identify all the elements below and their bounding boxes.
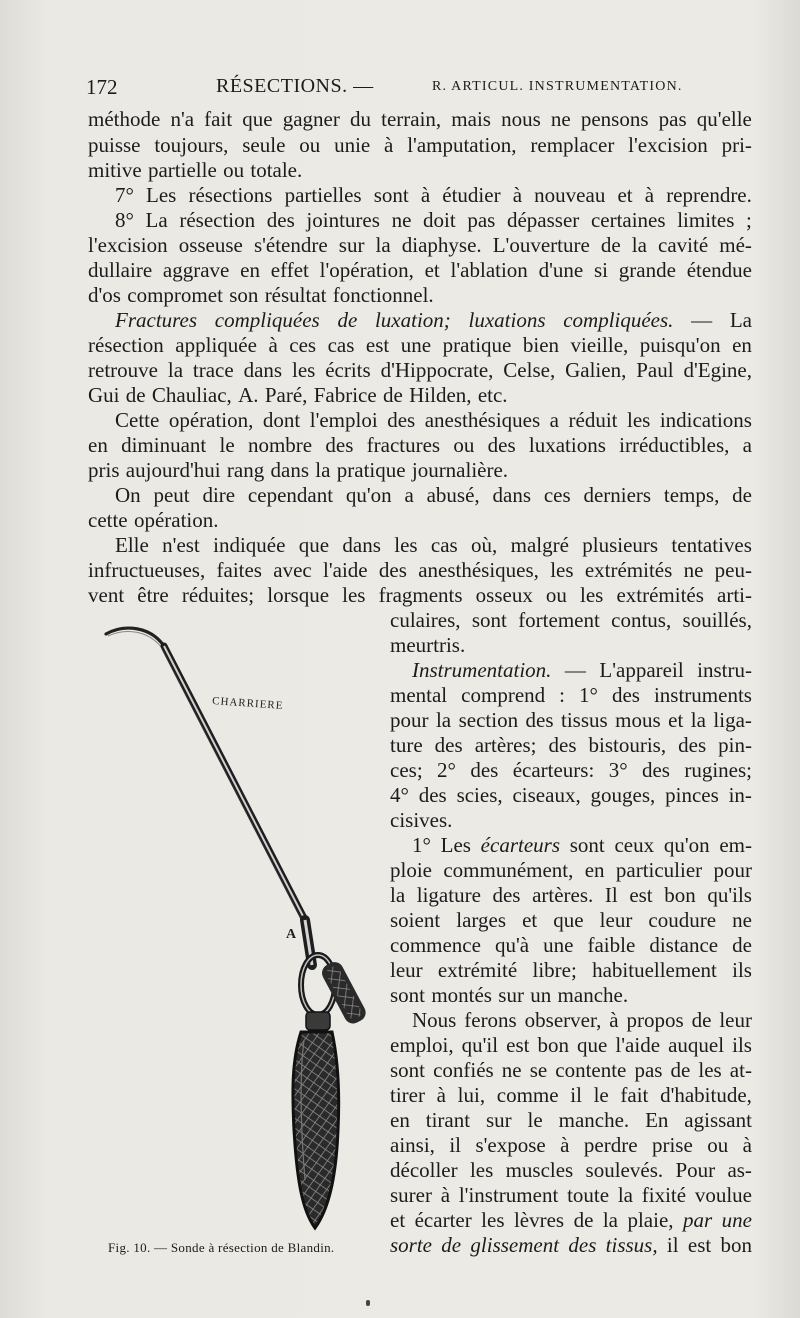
probe-illustration [106, 628, 369, 1228]
text-line: méthode n'a fait que gagner du terrain, mais nous ne pensons pas qu'elle [88, 107, 752, 131]
text-line: sont montés sur un manche. [390, 983, 629, 1007]
text-line: 1° Les écarteurs sont ceux qu'on em- [412, 833, 752, 857]
text-line: puisse toujours, seule ou unie à l'amputation, remplacer l'excision pri- [88, 133, 752, 157]
text-line: infructueuses, faites avec l'aide des anesthésiques, les extrémités ne peu- [88, 558, 752, 582]
text-line: vent être réduites; lorsque les fragments osseux ou les extrémités arti- [88, 583, 752, 607]
text-line: Instrumentation. — L'appareil instru- [412, 658, 752, 682]
text-line: Cette opération, dont l'emploi des anesthésiques a réduit les indications [115, 408, 752, 432]
text-line: meurtris. [390, 633, 466, 657]
figure-resection-probe [100, 620, 390, 1235]
text-line: en diminuant le nombre des fractures ou des luxations irréductibles, a [88, 433, 752, 457]
text-line: ture des artères; des bistouris, des pin- [390, 733, 752, 757]
text-line: On peut dire cependant qu'on a abusé, dans ces derniers temps, de [115, 483, 752, 507]
text-line: tirer à lui, comme il le fait d'habitude, [390, 1083, 752, 1107]
text-line: soient larges et que leur coudure ne [390, 908, 752, 932]
text-line: ces; 2° des écarteurs: 3° des rugines; [390, 758, 752, 782]
text-line: et écarter les lèvres de la plaie, par une [390, 1208, 752, 1232]
text-line: ploie communément, en particulier pour [390, 858, 752, 882]
page-speck [366, 1300, 370, 1306]
text-line: mitive partielle ou totale. [88, 158, 303, 182]
text-line: pour la section des tissus mous et la liga- [390, 708, 752, 732]
section-subtitle: R. ARTICUL. INSTRUMENTATION. [432, 79, 683, 94]
maker-mark: CHARRIERE [211, 695, 284, 712]
text-line: culaires, sont fortement contus, souillés, [390, 608, 752, 632]
text-line: leur extrémité libre; habituellement ils [390, 958, 752, 982]
text-line: commence qu'à une faible distance de [390, 933, 752, 957]
text-line: dullaire aggrave en effet l'opération, et l'ablation d'une si grande étendue [88, 258, 752, 282]
text-line: emploi, qu'il est bon que l'aide auquel ils [390, 1033, 752, 1057]
text-line: l'excision osseuse s'étendre sur la diaphyse. L'ouverture de la cavité mé- [88, 233, 752, 257]
text-line: Nous ferons observer, à propos de leur [412, 1008, 752, 1032]
text-line: mental comprend : 1° des instruments [390, 683, 752, 707]
text-line: Fractures compliquées de luxation; luxations compliquées. — La [115, 308, 752, 332]
text-line: résection appliquée à ces cas est une pratique bien vieille, puisqu'on en [88, 333, 752, 357]
text-line: cisives. [390, 808, 453, 832]
text-line: 7° Les résections partielles sont à étudier à nouveau et à reprendre. [115, 183, 752, 207]
text-line: cette opération. [88, 508, 219, 532]
figure-marker-a: A [286, 927, 297, 942]
text-line: 4° des scies, ciseaux, gouges, pinces in- [390, 783, 752, 807]
text-line: sont confiés ne se contente pas de les at- [390, 1058, 752, 1082]
text-line: retrouve la trace dans les écrits d'Hippocrate, Celse, Galien, Paul d'Egine, [88, 358, 752, 382]
figure-caption: Fig. 10. — Sonde à résection de Blandin. [108, 1240, 335, 1255]
text-line: sorte de glissement des tissus, il est bon [390, 1233, 752, 1257]
text-line: décoller les muscles soulevés. Pour as- [390, 1158, 752, 1182]
page-number: 172 [86, 75, 118, 99]
text-line: surer à l'instrument toute la fixité voulue [390, 1183, 752, 1207]
text-line: Elle n'est indiquée que dans les cas où, malgré plusieurs tentatives [115, 533, 752, 557]
text-line: ainsi, il s'expose à perdre prise ou à [390, 1133, 752, 1157]
text-line: pris aujourd'hui rang dans la pratique journalière. [88, 458, 509, 482]
text-line: d'os compromet son résultat fonctionnel. [88, 283, 434, 307]
text-line: en tirant sur le manche. En agissant [390, 1108, 752, 1132]
text-line: la ligature des artères. Il est bon qu'ils [390, 883, 752, 907]
text-line: 8° La résection des jointures ne doit pas dépasser certaines limites ; [115, 208, 752, 232]
running-header [86, 75, 786, 101]
section-title: RÉSECTIONS. — [216, 75, 374, 97]
text-line: Gui de Chauliac, A. Paré, Fabrice de Hilden, etc. [88, 383, 508, 407]
